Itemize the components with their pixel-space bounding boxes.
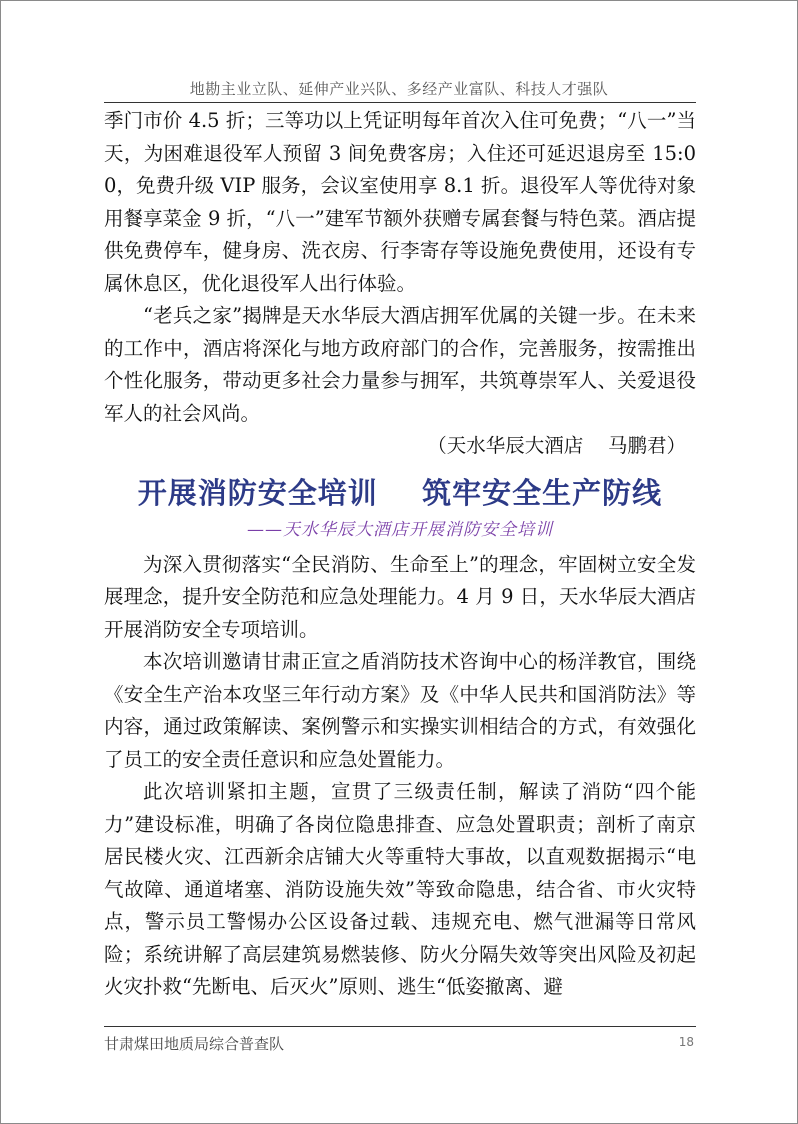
page-number: 18	[678, 1035, 694, 1049]
article2-subtitle: ——天水华辰大酒店开展消防安全培训	[247, 519, 553, 540]
article1-paragraph-1: 季门市价 4.5 折；三等功以上凭证明每年首次入住可免费；“八一”当天，为困难退役军人预留 3 间免费客房；入住还可延迟退房至 15:00，免费升级 VIP 服务，会议室使用享 8.1 折。退役军人等优待对象用餐享菜金 9 折，“八一”建军节额外获赠专属套餐与特色菜。酒店提供免费停车，健身房、洗衣房、行李寄存等设施免费使用，还设有专属休息区，优化退役军人出行体验。	[104, 109, 696, 295]
article1-signature: （天水华辰大酒店 马鹏君）	[427, 434, 686, 457]
article2-paragraph-2: 本次培训邀请甘肃正宣之盾消防技术咨询中心的杨洋教官，围绕《安全生产治本攻坚三年行动方案》及《中华人民共和国消防法》等内容，通过政策解读、案例警示和实操实训相结合的方式，有效强化了员工的安全责任意识和应急处置能力。	[104, 650, 696, 771]
article2-title: 开展消防安全培训 筑牢安全生产防线	[137, 475, 663, 510]
header-divider	[104, 102, 696, 103]
footer-divider	[104, 1026, 696, 1027]
article1-paragraph-2: “老兵之家”揭牌是天水华辰大酒店拥军优属的关键一步。在未来的工作中，酒店将深化与地方政府部门的合作，完善服务，按需推出个性化服务，带动更多社会力量参与拥军，共筑尊崇军人、关爱退役军人的社会风尚。	[104, 304, 696, 425]
footer-organization: 甘肃煤田地质局综合普查队	[104, 1035, 285, 1053]
page-content	[104, 105, 696, 1004]
article2-paragraph-1: 为深入贯彻落实“全民消防、生命至上”的理念，牢固树立安全发展理念，提升安全防范和应急处理能力。4 月 9 日，天水华辰大酒店开展消防安全专项培训。	[104, 552, 696, 641]
article2-paragraph-3: 此次培训紧扣主题，宣贯了三级责任制，解读了消防“四个能力”建设标准，明确了各岗位隐患排查、应急处置职责；剖析了南京居民楼火灾、江西新余店铺大火等重特大事故，以直观数据揭示“电气故障、通道堵塞、消防设施失效”等致命隐患，结合省、市火灾特点，警示员工警惕办公区设备过载、违规充电、燃气泄漏等日常风险；系统讲解了高层建筑易燃装修、防火分隔失效等突出风险及初起火灾扑救“先断电、后灭火”原则、逃生“低姿撤离、避	[104, 780, 696, 998]
header-slogan: 地勘主业立队、延伸产业兴队、多经产业富队、科技人才强队	[189, 80, 609, 98]
